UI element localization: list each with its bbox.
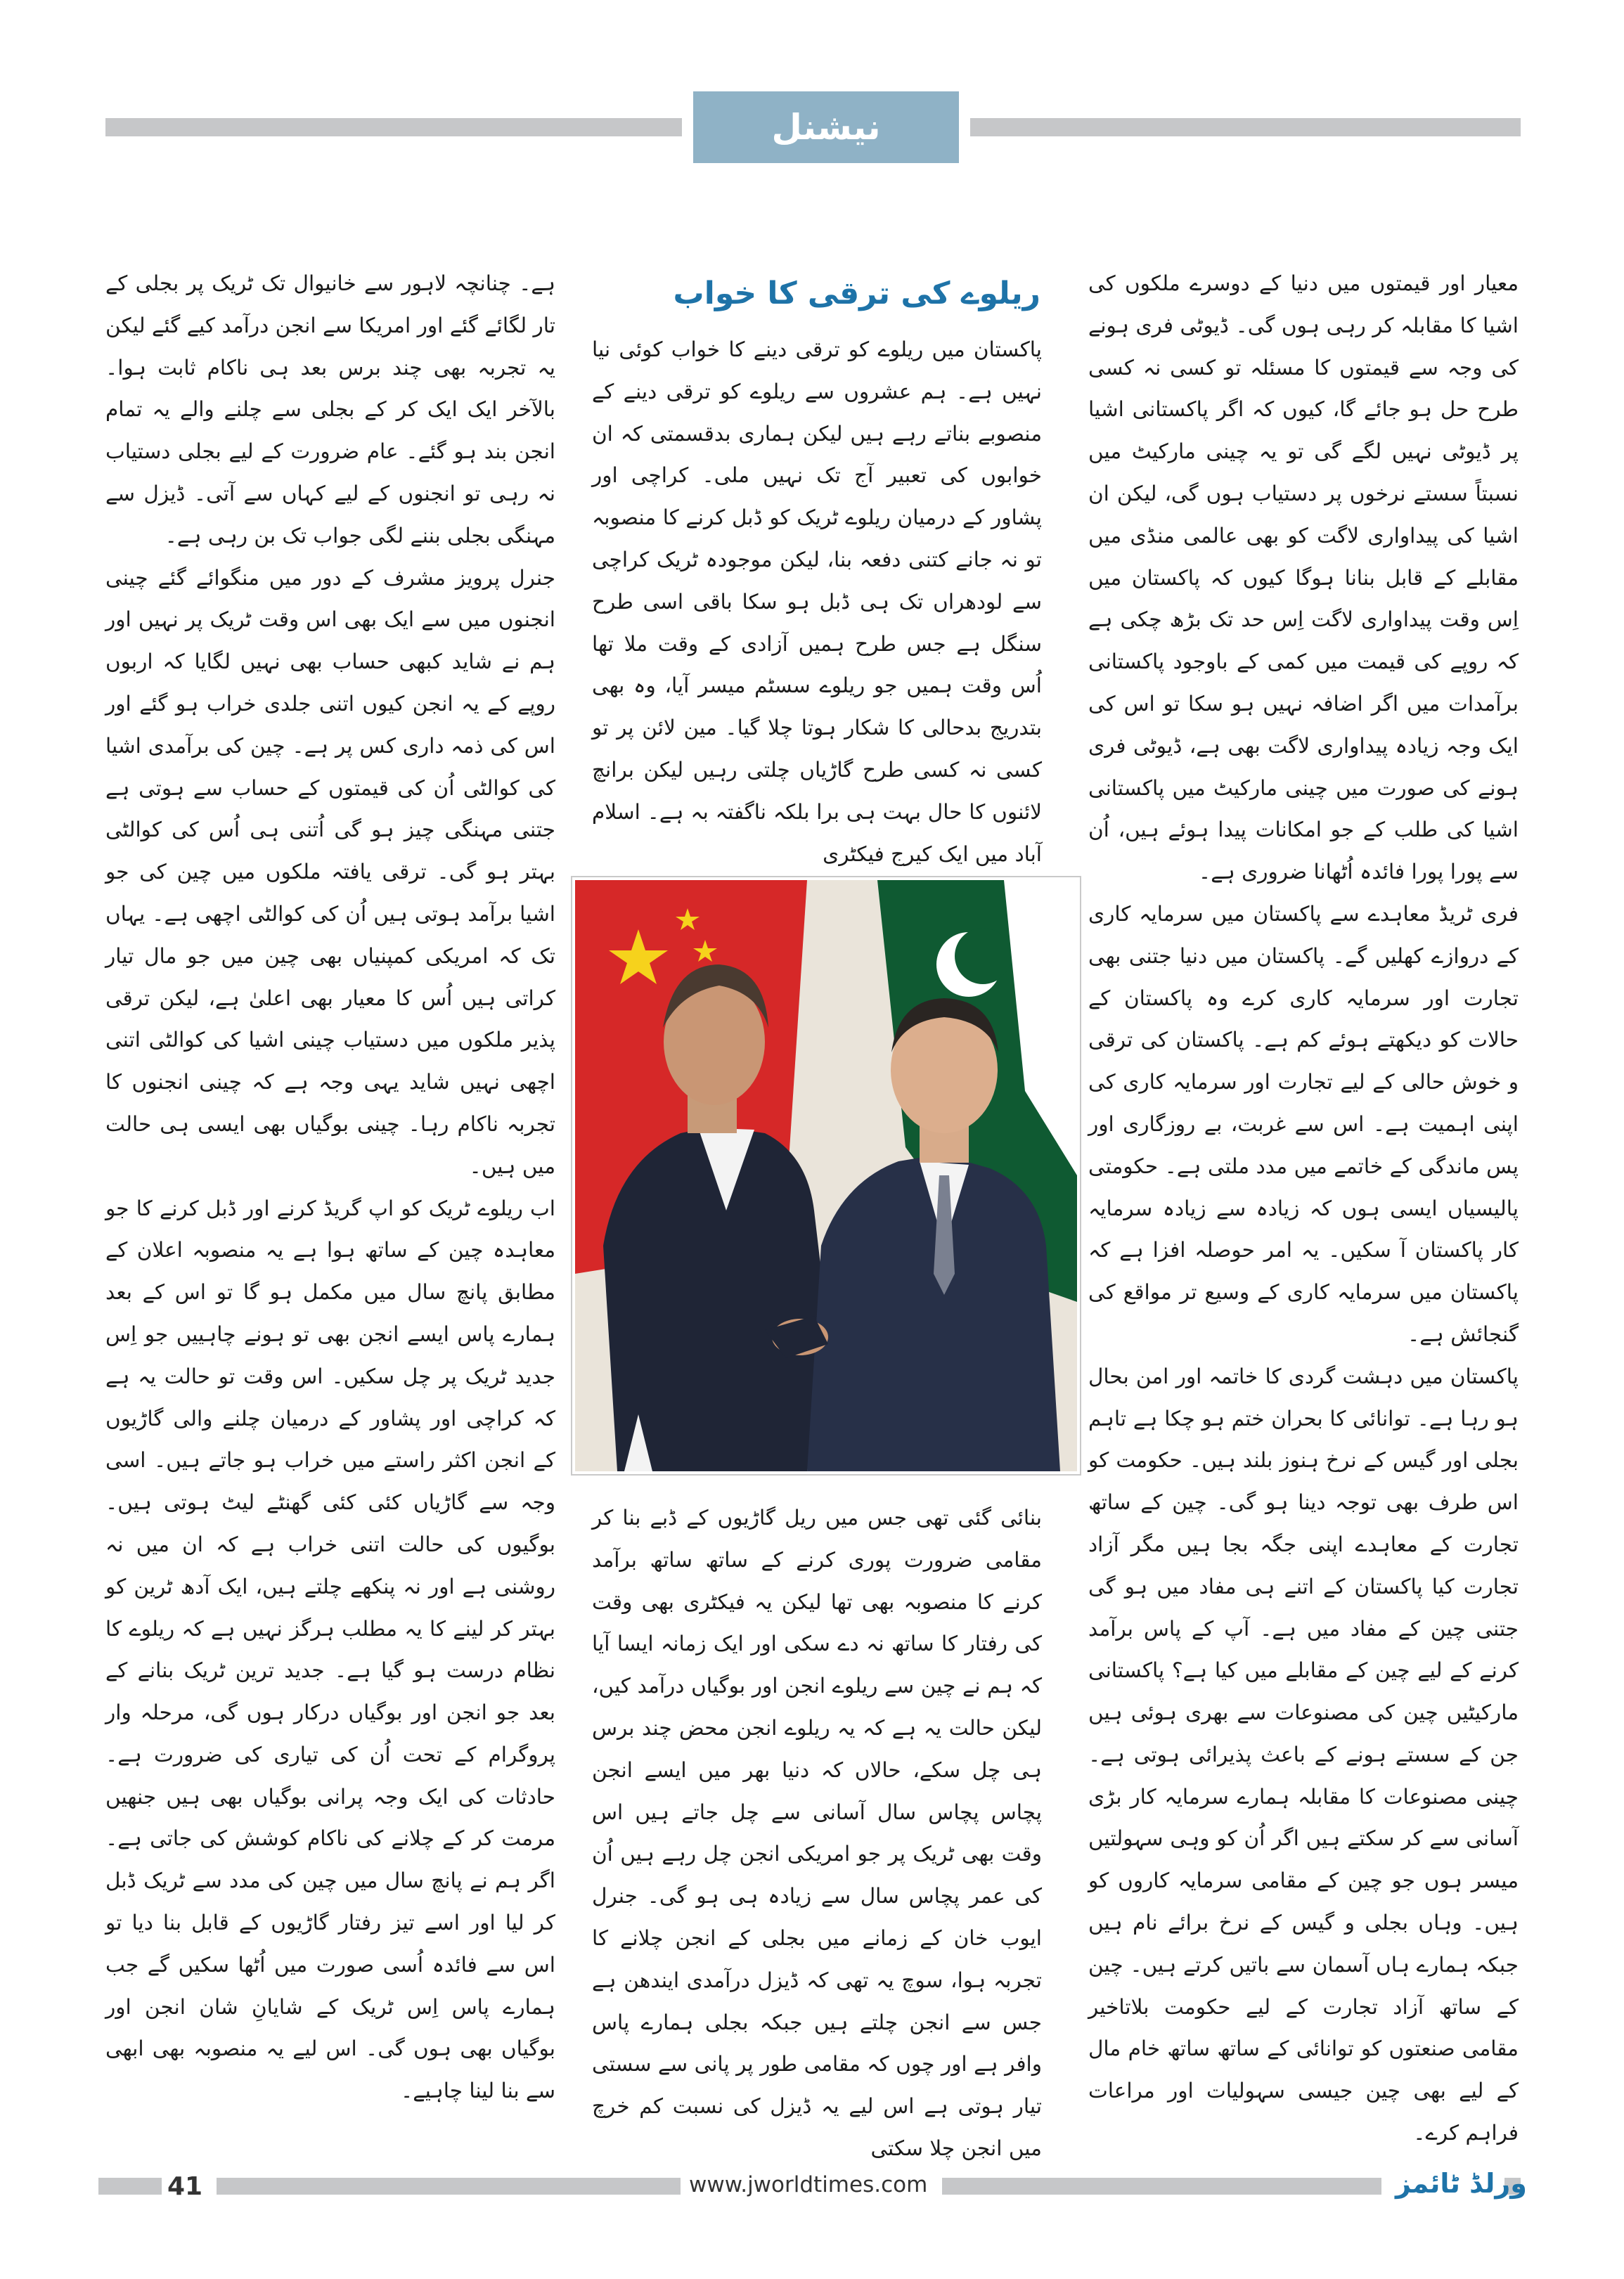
paragraph: معیار اور قیمتوں میں دنیا کے دوسرے ملکوں کی اشیا کا مقابلہ کر رہی ہوں گی۔ ڈیوٹی فری ہونے کی وجہ سے قیمتوں کا مسئلہ تو کسی نہ کسی طرح حل ہو جائے گا، کیوں کہ اگر پاکستانی اشیا پر ڈیوٹی نہیں لگے گی تو یہ چینی مارکیٹ میں نسبتاً سستے نرخوں پر دستیاب ہوں گی، لیکن ان اشیا کی پیداواری لاگت کو بھی عالمی منڈی میں مقابلے کے قابل بنانا ہوگا کیوں کہ پاکستان میں اِس وقت پیداواری لاگت اِس حد تک بڑھ چکی ہے کہ روپے کی قیمت میں کمی کے باوجود پاکستانی برآمدات میں اگر اضافہ نہیں ہو سکا تو اس کی ایک وجہ زیادہ پیداواری لاگت بھی ہے، ڈیوٹی فری ہونے کی صورت میں چینی مارکیٹ میں پاکستانی اشیا کی طلب کے جو امکانات پیدا ہوئے ہیں، اُن سے پورا پورا فائدہ اُٹھانا ضروری ہے۔	[1088, 271, 1519, 884]
section-tab	[693, 91, 959, 163]
header-rule-right	[970, 118, 1521, 136]
paragraph: بنائی گئی تھی جس میں ریل گاڑیوں کے ڈبے بنا کر مقامی ضرورت پوری کرنے کے ساتھ ساتھ برآمد کرنے کا منصوبہ بھی تھا لیکن یہ فیکٹری بھی وقت کی رفتار کا ساتھ نہ دے سکی اور ایک زمانہ ایسا آیا کہ ہم نے چین سے ریلوے انجن اور بوگیاں درآمد کیں، لیکن حالت یہ ہے کہ یہ ریلوے انجن محض چند برس ہی چل سکے، حالاں کہ دنیا بھر میں ایسے انجن پچاس پچاس سال آسانی سے چل جاتے ہیں اس وقت بھی ٹریک پر جو امریکی انجن چل رہے ہیں اُن کی عمر پچاس سال سے زیادہ ہی ہو گی۔ جنرل ایوب خان کے زمانے میں بجلی کے انجن چلانے کا تجربہ ہوا، سوچ یہ تھی کہ ڈیزل درآمدی ایندھن ہے جس سے انجن چلتے ہیں جبکہ بجلی ہمارے پاس وافر ہے اور چوں کہ مقامی طور پر پانی سے سستی تیار ہوتی ہے اس لیے یہ ڈیزل کی نسبت کم خرچ میں انجن چلا سکتی	[592, 1506, 1042, 2160]
website-url[interactable]: www.jworldtimes.com	[689, 2172, 928, 2197]
article-column-left	[105, 263, 555, 2119]
paragraph: فری ٹریڈ معاہدے سے پاکستان میں سرمایہ کاری کے دروازے کھلیں گے۔ پاکستان میں دنیا جتنی بھی تجارت اور سرمایہ کاری کرے وہ پاکستان کے حالات کو دیکھتے ہوئے کم ہے۔ پاکستان کی ترقی و خوش حالی کے لیے تجارت اور سرمایہ کاری کی اپنی اہمیت ہے۔ اس سے غربت، بے روزگاری اور پس ماندگی کے خاتمے میں مدد ملتی ہے۔ حکومتی پالیسیاں ایسی ہوں کہ زیادہ سے زیادہ سرمایہ کار پاکستان آ سکیں۔ یہ امر حوصلہ افزا ہے کہ پاکستان میں سرمایہ کاری کے وسیع تر مواقع کی گنجائش ہے۔	[1088, 901, 1519, 1346]
photo-handshake	[571, 876, 1081, 1476]
article-column-middle-top	[592, 329, 1042, 866]
header-rule-left	[105, 118, 682, 136]
paragraph: ہے۔ چنانچہ لاہور سے خانیوال تک ٹریک پر بجلی کے تار لگائے گئے اور امریکا سے انجن درآمد کیے گئے لیکن یہ تجربہ بھی چند برس بعد ہی ناکام ثابت ہوا۔ بالآخر ایک ایک کر کے بجلی سے چلنے والے یہ تمام انجن بند ہو گئے۔ عام ضرورت کے لیے بجلی دستیاب نہ رہی تو انجنوں کے لیے کہاں سے آتی۔ ڈیزل سے مہنگی بجلی بننے لگی جواب تک بن رہی ہے۔	[105, 271, 555, 548]
page-number: 41	[167, 2172, 203, 2201]
article-column-right	[1088, 263, 1519, 2145]
paragraph: پاکستان میں ریلوے کو ترقی دینے کا خواب کوئی نیا نہیں ہے۔ ہم عشروں سے ریلوے کو ترقی دینے کے منصوبے بناتے رہے ہیں لیکن ہماری بدقسمتی کہ ان خوابوں کی تعبیر آج تک نہیں ملی۔ کراچی اور پشاور کے درمیان ریلوے ٹریک کو ڈبل کرنے کا منصوبہ تو نہ جانے کتنی دفعہ بنا، لیکن موجودہ ٹریک کراچی سے لودھراں تک ہی ڈبل ہو سکا باقی اسی طرح سنگل ہے جس طرح ہمیں آزادی کے وقت ملا تھا اُس وقت ہمیں جو ریلوے سسٹم میسر آیا، وہ بھی بتدریج بدحالی کا شکار ہوتا چلا گیا۔ مین لائن پر تو کسی نہ کسی طرح گاڑیاں چلتی رہیں لیکن برانچ لائنوں کا حال بہت ہی برا بلکہ ناگفتہ بہ ہے۔ اسلام آباد میں ایک کیرج فیکٹری	[592, 337, 1042, 866]
middle-heading: ریلوے کی ترقی کا خواب	[673, 276, 1040, 311]
footer-rule-left	[98, 2178, 162, 2195]
footer-rule-right	[942, 2178, 1381, 2195]
footer-rule-middle	[217, 2178, 681, 2195]
section-title: نیشنل	[771, 107, 881, 148]
paragraph: اب ریلوے ٹریک کو اپ گریڈ کرنے اور ڈبل کرنے کا جو معاہدہ چین کے ساتھ ہوا ہے یہ منصوبہ اعلان کے مطابق پانچ سال میں مکمل ہو گا تو اس کے بعد ہمارے پاس ایسے انجن بھی تو ہونے چاہییں جو اِس جدید ٹریک پر چل سکیں۔ اس وقت تو حالت یہ ہے کہ کراچی اور پشاور کے درمیان چلنے والی گاڑیوں کے انجن اکثر راستے میں خراب ہو جاتے ہیں۔ اسی وجہ سے گاڑیاں کئی کئی گھنٹے لیٹ ہوتی ہیں۔ بوگیوں کی حالت اتنی خراب ہے کہ ان میں نہ روشنی ہے اور نہ پنکھے چلتے ہیں، ایک آدھ ٹرین کو بہتر کر لینے کا یہ مطلب ہرگز نہیں ہے کہ ریلوے کا نظام درست ہو گیا ہے۔ جدید ترین ٹریک بنانے کے بعد جو انجن اور بوگیاں درکار ہوں گی، مرحلہ وار پروگرام کے تحت اُن کی تیاری کی ضرورت ہے۔ حادثات کی ایک وجہ پرانی بوگیاں بھی ہیں جنھیں مرمت کر کے چلانے کی ناکام کوشش کی جاتی ہے۔ اگر ہم نے پانچ سال میں چین کی مدد سے ٹریک ڈبل کر لیا اور اسے تیز رفتار گاڑیوں کے قابل بنا دیا تو اس سے فائدہ اُسی صورت میں اُٹھا سکیں گے جب ہمارے پاس اِس ٹریک کے شایانِ شان انجن اور بوگیاں بھی ہوں گی۔ اس لیے یہ منصوبہ بھی ابھی سے بنا لینا چاہیے۔	[105, 1196, 555, 2103]
paragraph: جنرل پرویز مشرف کے دور میں منگوائے گئے چینی انجنوں میں سے ایک بھی اس وقت ٹریک پر نہیں اور ہم نے شاید کبھی حساب بھی نہیں لگایا کہ اربوں روپے کے یہ انجن کیوں اتنی جلدی خراب ہو گئے اور اس کی ذمہ داری کس پر ہے۔ چین کی برآمدی اشیا کی کوالٹی اُن کی قیمتوں کے حساب سے ہوتی ہے جتنی مہنگی چیز ہو گی اُتنی ہی اُس کی کوالٹی بہتر ہو گی۔ ترقی یافتہ ملکوں میں چین کی جو اشیا برآمد ہوتی ہیں اُن کی کوالٹی اچھی ہے۔ یہاں تک کہ امریکی کمپنیاں بھی چین میں جو مال تیار کراتی ہیں اُس کا معیار بھی اعلیٰ ہے، لیکن ترقی پذیر ملکوں میں دستیاب چینی اشیا کی کوالٹی اتنی اچھی نہیں شاید یہی وجہ ہے کہ چینی انجنوں کا تجربہ ناکام رہا۔ چینی بوگیاں بھی ایسی ہی حالت میں ہیں۔	[105, 565, 555, 1178]
paragraph: پاکستان میں دہشت گردی کا خاتمہ اور امن بحال ہو رہا ہے۔ توانائی کا بحران ختم ہو چکا ہے تاہم بجلی اور گیس کے نرخ ہنوز بلند ہیں۔ حکومت کو اس طرف بھی توجہ دینا ہو گی۔ چین کے ساتھ تجارت کے معاہدے اپنی جگہ بجا ہیں مگر آزاد تجارت کیا پاکستان کے اتنے ہی مفاد میں ہو گی جتنی چین کے مفاد میں ہے۔ آپ کے پاس برآمد کرنے کے لیے چین کے مقابلے میں کیا ہے؟ پاکستانی مارکیٹیں چین کی مصنوعات سے بھری ہوئی ہیں جن کے سستے ہونے کے باعث پذیرائی ہوتی ہے۔ چینی مصنوعات کا مقابلہ ہمارے سرمایہ کار بڑی آسانی سے کر سکتے ہیں اگر اُن کو وہی سہولتیں میسر ہوں جو چین کے مقامی سرمایہ کاروں کو ہیں۔ وہاں بجلی و گیس کے نرخ برائے نام ہیں جبکہ ہمارے ہاں آسمان سے باتیں کرتے ہیں۔ چین کے ساتھ آزاد تجارت کے لیے حکومت بلاتاخیر مقامی صنعتوں کو توانائی کے ساتھ ساتھ خام مال کے لیے بھی چین جیسی سہولیات اور مراعات فراہم کرے۔	[1088, 1364, 1519, 2145]
photo-illustration	[575, 880, 1077, 1471]
article-column-middle-bottom	[592, 1497, 1042, 2160]
magazine-brand: ورلڈ ٹائمز	[1396, 2168, 1527, 2199]
